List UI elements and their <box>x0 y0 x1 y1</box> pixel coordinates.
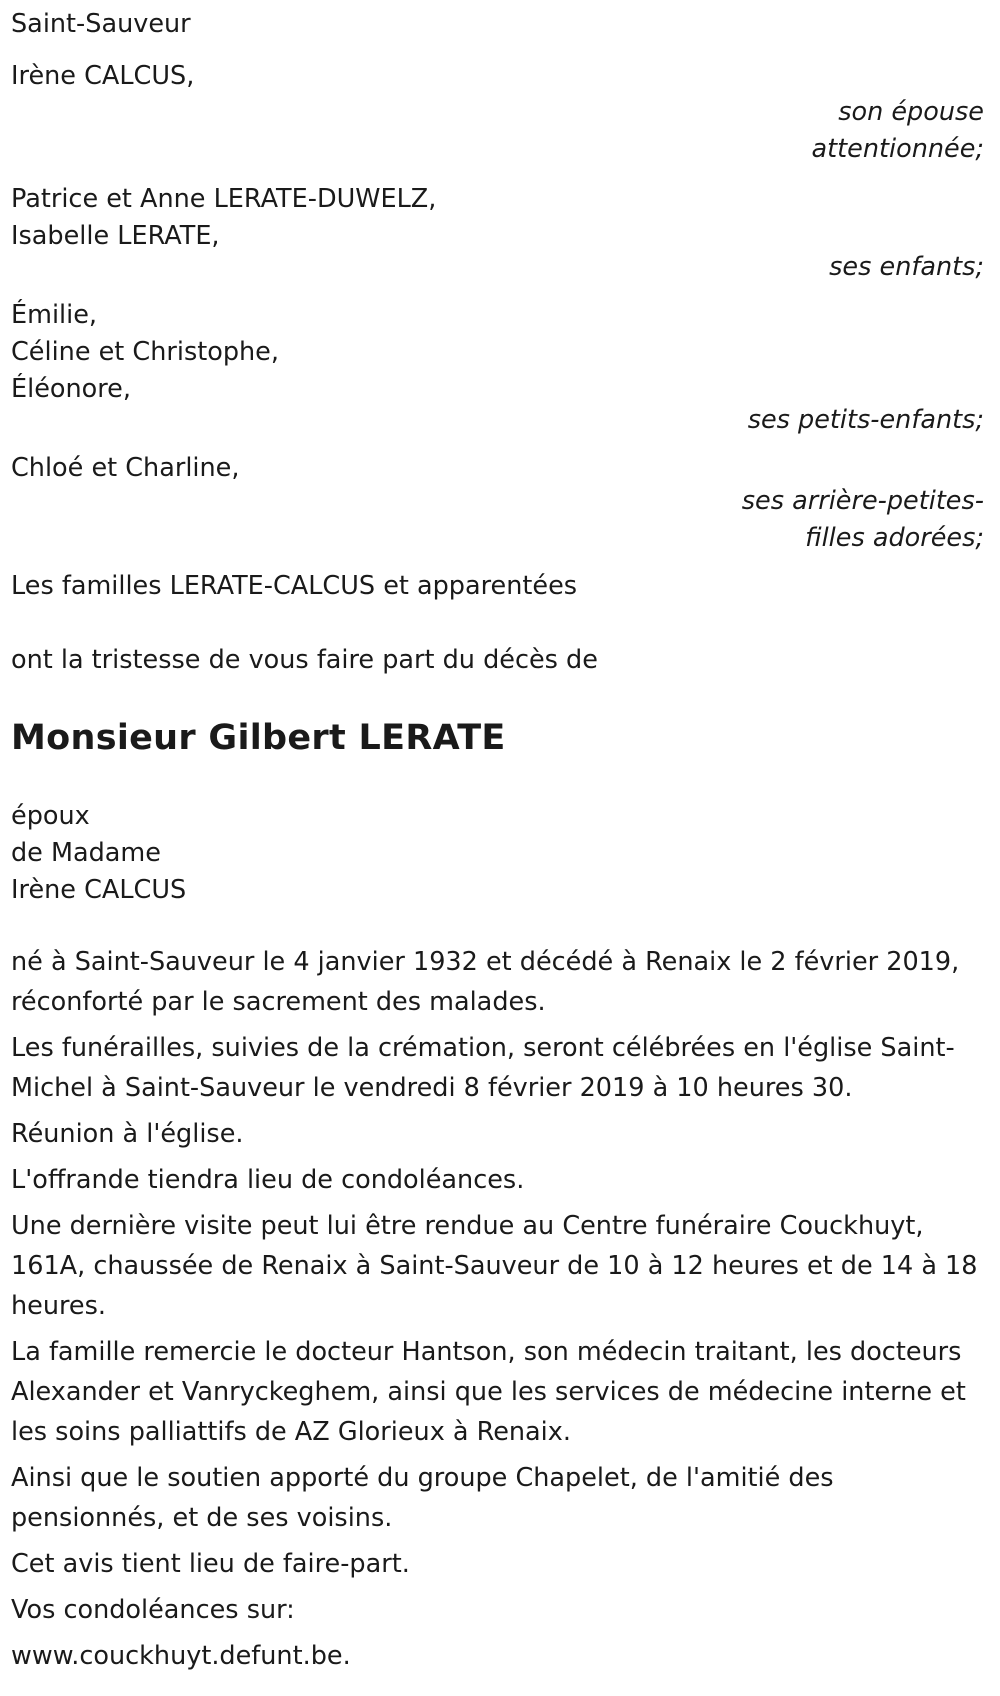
families-line: Les familles LERATE-CALCUS et apparentées <box>11 571 578 601</box>
paragraph-visit: Une dernière visite peut lui être rendue au Centre funéraire Couckhuyt, 161A, chaussée de Renaix à Saint-Sauveur de 10 à 12 heures et de 14 à 18 heures. <box>11 1211 978 1321</box>
family-group-children <box>11 179 986 287</box>
paragraph-offering: L'offrande tiendra lieu de condoléances. <box>11 1165 525 1195</box>
spouse-line: époux <box>11 801 90 831</box>
relation-label: attentionnée; <box>811 134 984 164</box>
relation-label: ses enfants; <box>829 252 984 282</box>
family-member: Éléonore, <box>11 374 131 404</box>
paragraph-thanks: La famille remercie le docteur Hantson, son médecin traitant, les docteurs Alexander et Vanryckeghem, ainsi que les services de médecine interne et les soins palliattifs de AZ Glorieux à Renaix. <box>11 1337 966 1447</box>
relation-label: filles adorées; <box>805 523 984 553</box>
family-group-great-grandchildren <box>11 448 986 558</box>
paragraph-support: Ainsi que le soutien apporté du groupe Chapelet, de l'amitié des pensionnés, et de ses voisins. <box>11 1463 834 1533</box>
spouse-block <box>11 796 986 910</box>
announcement-text: ont la tristesse de vous faire part du décès de <box>11 645 598 675</box>
family-member: Chloé et Charline, <box>11 453 240 483</box>
relation-label: ses arrière-petites- <box>741 486 984 516</box>
deceased-name: Monsieur Gilbert LERATE <box>11 718 506 758</box>
family-group-grandchildren <box>11 295 986 440</box>
family-member: Céline et Christophe, <box>11 337 279 367</box>
paragraph-notice: Cet avis tient lieu de faire-part. <box>11 1549 410 1579</box>
family-group-spouse <box>11 56 986 169</box>
obituary-notice <box>11 0 986 1676</box>
relation-label: ses petits-enfants; <box>747 405 984 435</box>
family-member: Patrice et Anne LERATE-DUWELZ, <box>11 184 437 214</box>
details-section <box>11 942 986 1676</box>
family-member: Irène CALCUS, <box>11 61 195 91</box>
paragraph-funeral: Les funérailles, suivies de la crémation, seront célébrées en l'église Saint-Michel à Saint-Sauveur le vendredi 8 février 2019 à 10 heures 30. <box>11 1033 955 1103</box>
relation-label: son épouse <box>838 97 984 127</box>
family-member: Isabelle LERATE, <box>11 221 220 251</box>
paragraph-condolences: Vos condoléances sur: <box>11 1595 295 1625</box>
condolences-link[interactable]: www.couckhuyt.defunt.be. <box>11 1641 351 1671</box>
paragraph-meeting: Réunion à l'église. <box>11 1119 244 1149</box>
paragraph-birth-death: né à Saint-Sauveur le 4 janvier 1932 et décédé à Renaix le 2 février 2019, réconforté par le sacrement des malades. <box>11 947 960 1017</box>
spouse-line: Irène CALCUS <box>11 875 187 905</box>
spouse-line: de Madame <box>11 838 161 868</box>
location-header: Saint-Sauveur <box>11 9 191 39</box>
family-member: Émilie, <box>11 300 98 330</box>
